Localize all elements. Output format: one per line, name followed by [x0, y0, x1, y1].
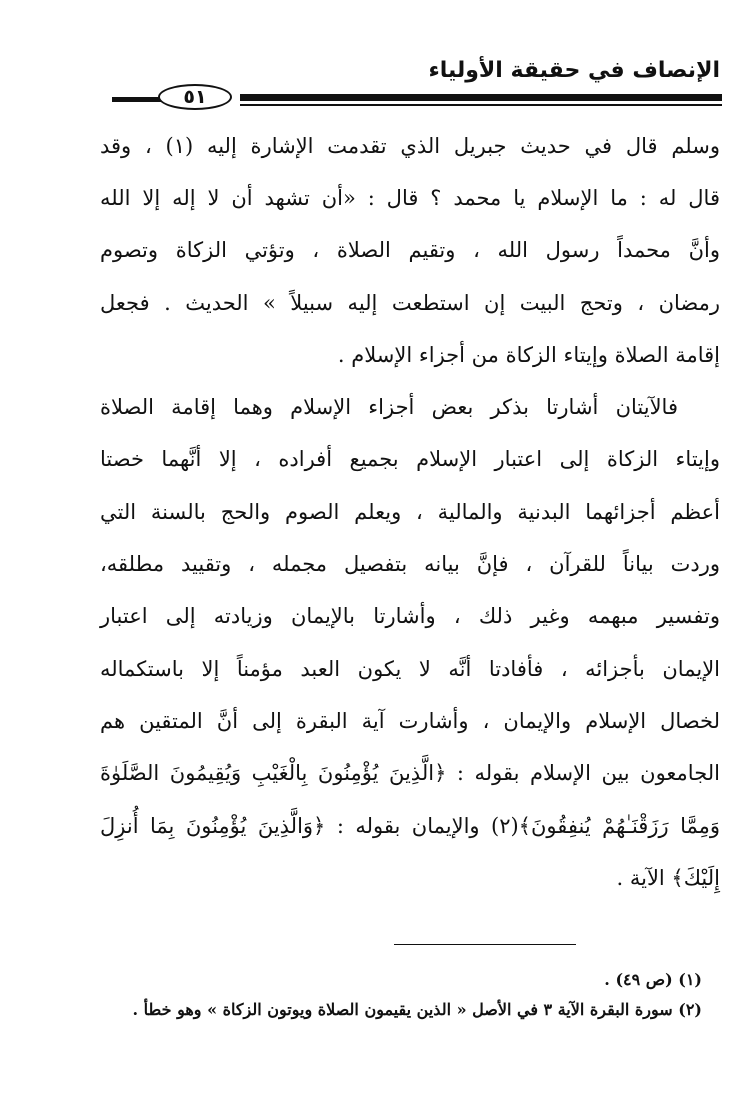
text-line: الجامعون بين الإسلام بقوله : ﴿الَّذِينَ يُؤْمِنُونَ بِالْغَيْبِ وَيُقِيمُونَ الصَّلَوٰةَ — [100, 761, 720, 786]
text-line: الإيمان بأجزائه ، فأفادتا أنَّه لا يكون العبد مؤمناً إلا باستكماله — [100, 656, 720, 681]
text-line: وتفسير مبهمه وغير ذلك ، وأشارتا بالإيمان وزيادته إلى اعتبار — [100, 604, 720, 629]
running-title: الإنصاف في حقيقة الأولياء — [428, 58, 720, 83]
body-text — [100, 120, 720, 904]
text-line: إقامة الصلاة وإيتاء الزكاة من أجزاء الإسلام . — [337, 342, 720, 367]
text-line: أعظم أجزائهما البدنية والمالية ، ويعلم الصوم والحج بالسنة التي — [100, 499, 720, 524]
text-line: وسلم قال في حديث جبريل الذي تقدمت الإشارة إليه (١) ، وقد — [100, 133, 720, 158]
text-line: فالآيتان أشارتا بذكر بعض أجزاء الإسلام وهما إقامة الصلاة — [100, 395, 678, 420]
page-number: ٥١ — [158, 84, 232, 110]
text-line: رمضان ، وتحج البيت إن استطعت إليه سبيلاً » الحديث . فجعل — [100, 290, 720, 315]
text-line: وردت بياناً للقرآن ، فإنَّ بيانه بتفصيل مجمله ، وتقييد مطلقه، — [100, 552, 720, 577]
footnotes — [82, 964, 702, 1024]
footnote: (١) (ص ٤٩) . — [604, 969, 702, 989]
text-line: وأنَّ محمداً رسول الله ، وتقيم الصلاة ، وتؤتي الزكاة وتصوم — [100, 238, 720, 263]
footnote: (٢) سورة البقرة الآية ٣ في الأصل « الذين يقيمون الصلاة ويوتون الزكاة » وهو خطأ . — [132, 999, 702, 1019]
text-line: وإيتاء الزكاة إلى اعتبار الإسلام بجميع أفراده ، إلا أنَّهما خصتا — [100, 447, 720, 472]
text-line: وَمِمَّا رَزَقْنَـٰهُمْ يُنفِقُونَ﴾(٢) والإيمان بقوله : ﴿وَالَّذِينَ يُؤْمِنُونَ بِمَا أُنزِلَ — [100, 813, 720, 838]
header-rule-short — [112, 97, 164, 102]
footnote-separator — [394, 944, 576, 945]
text-line: لخصال الإسلام والإيمان ، وأشارت آية البقرة إلى أنَّ المتقين هم — [100, 708, 720, 733]
text-line: إِلَيْكَ﴾ الآية . — [616, 865, 720, 890]
text-line: قال له : ما الإسلام يا محمد ؟ قال : «أن تشهد أن لا إله إلا الله — [100, 185, 720, 210]
header-rule — [240, 94, 722, 101]
